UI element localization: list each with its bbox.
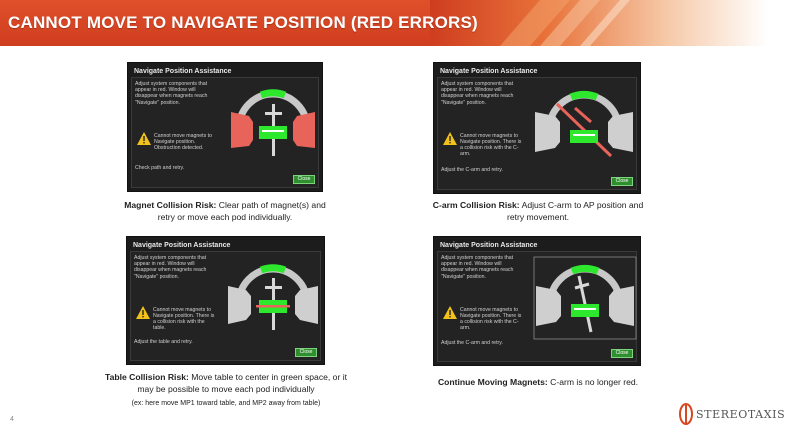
close-button[interactable]: Close — [611, 177, 633, 186]
nav-assist-dialog — [126, 236, 325, 365]
close-button[interactable]: Close — [293, 175, 315, 184]
system-position-diagram — [533, 82, 635, 166]
warning-triangle-icon — [137, 132, 151, 145]
dialog-body — [437, 251, 637, 362]
banner-decoration — [430, 0, 768, 46]
system-position-diagram — [533, 256, 637, 340]
caption-body: Adjust C-arm to AP position and retry movement. — [506, 200, 644, 222]
warning-triangle-icon — [136, 306, 150, 319]
dialog-body — [437, 77, 637, 190]
dialog-title: Navigate Position Assistance — [134, 68, 232, 75]
caption-heading: Magnet Collision Risk: — [124, 200, 217, 210]
system-position-diagram — [226, 256, 320, 338]
dialog-instruction: Adjust system components that appear in red. Window will disappear when magnets reach "Navigate" position. — [441, 81, 514, 106]
close-button[interactable]: Close — [611, 349, 633, 358]
caption-heading: C-arm Collision Risk: — [432, 200, 520, 210]
dialog-title: Navigate Position Assistance — [133, 242, 231, 249]
dialog-instruction: Adjust system components that appear in red. Window will disappear when magnets reach "Navigate" position. — [135, 81, 208, 106]
caption-carm-collision — [432, 199, 644, 223]
warning-message: Cannot move magnets to Navigate position. There is a collision risk with the C-arm. — [460, 133, 522, 157]
dialog-title: Navigate Position Assistance — [440, 68, 538, 75]
warning-message: Cannot move magnets to Navigate position. There is a collision risk with the C-arm. — [460, 307, 522, 331]
dialog-instruction: Adjust system components that appear in red. Window will disappear when magnets reach "Navigate" position. — [441, 255, 514, 280]
caption-heading: Table Collision Risk: — [104, 372, 189, 382]
table-collision-note: (ex: here move MP1 toward table, and MP2 away from table) — [131, 400, 321, 407]
action-message: Adjust the C-arm and retry. — [441, 340, 503, 346]
warning-triangle-icon — [443, 306, 457, 319]
caption-body: Move table to center in green space, or it may be possible to move each pod individually — [137, 372, 347, 394]
warning-triangle-icon — [443, 132, 457, 145]
warning-message: Cannot move magnets to Navigate position. Obstruction detected. — [154, 133, 212, 151]
nav-assist-dialog — [433, 236, 641, 366]
dialog-instruction: Adjust system components that appear in red. Window will disappear when magnets reach "Navigate" position. — [134, 255, 207, 280]
action-message: Check path and retry. — [135, 165, 185, 171]
dialog-title: Navigate Position Assistance — [440, 242, 538, 249]
logo-text: STEREOTAXIS — [696, 408, 785, 421]
caption-continue-moving — [424, 376, 652, 388]
action-message: Adjust the C-arm and retry. — [441, 167, 503, 173]
page-number: 4 — [10, 416, 14, 423]
system-position-diagram — [227, 82, 319, 164]
logo-mark-icon — [679, 403, 693, 425]
close-button[interactable]: Close — [295, 348, 317, 357]
title-banner — [0, 0, 768, 46]
caption-heading: Continue Moving Magnets: — [437, 377, 548, 387]
warning-message: Cannot move magnets to Navigate position. There is a collision risk with the table. — [153, 307, 215, 331]
dialog-body — [130, 251, 321, 361]
dialog-body — [131, 77, 319, 188]
caption-magnet-collision — [118, 199, 332, 223]
page-title: CANNOT MOVE TO NAVIGATE POSITION (RED ERRORS) — [8, 13, 478, 32]
caption-body: Clear path of magnet(s) and retry or move each pod individually. — [157, 200, 326, 222]
action-message: Adjust the table and retry. — [134, 339, 193, 345]
nav-assist-dialog — [433, 62, 641, 194]
caption-body: C-arm is no longer red. — [547, 377, 639, 387]
caption-table-collision — [100, 371, 352, 395]
nav-assist-dialog — [127, 62, 323, 192]
